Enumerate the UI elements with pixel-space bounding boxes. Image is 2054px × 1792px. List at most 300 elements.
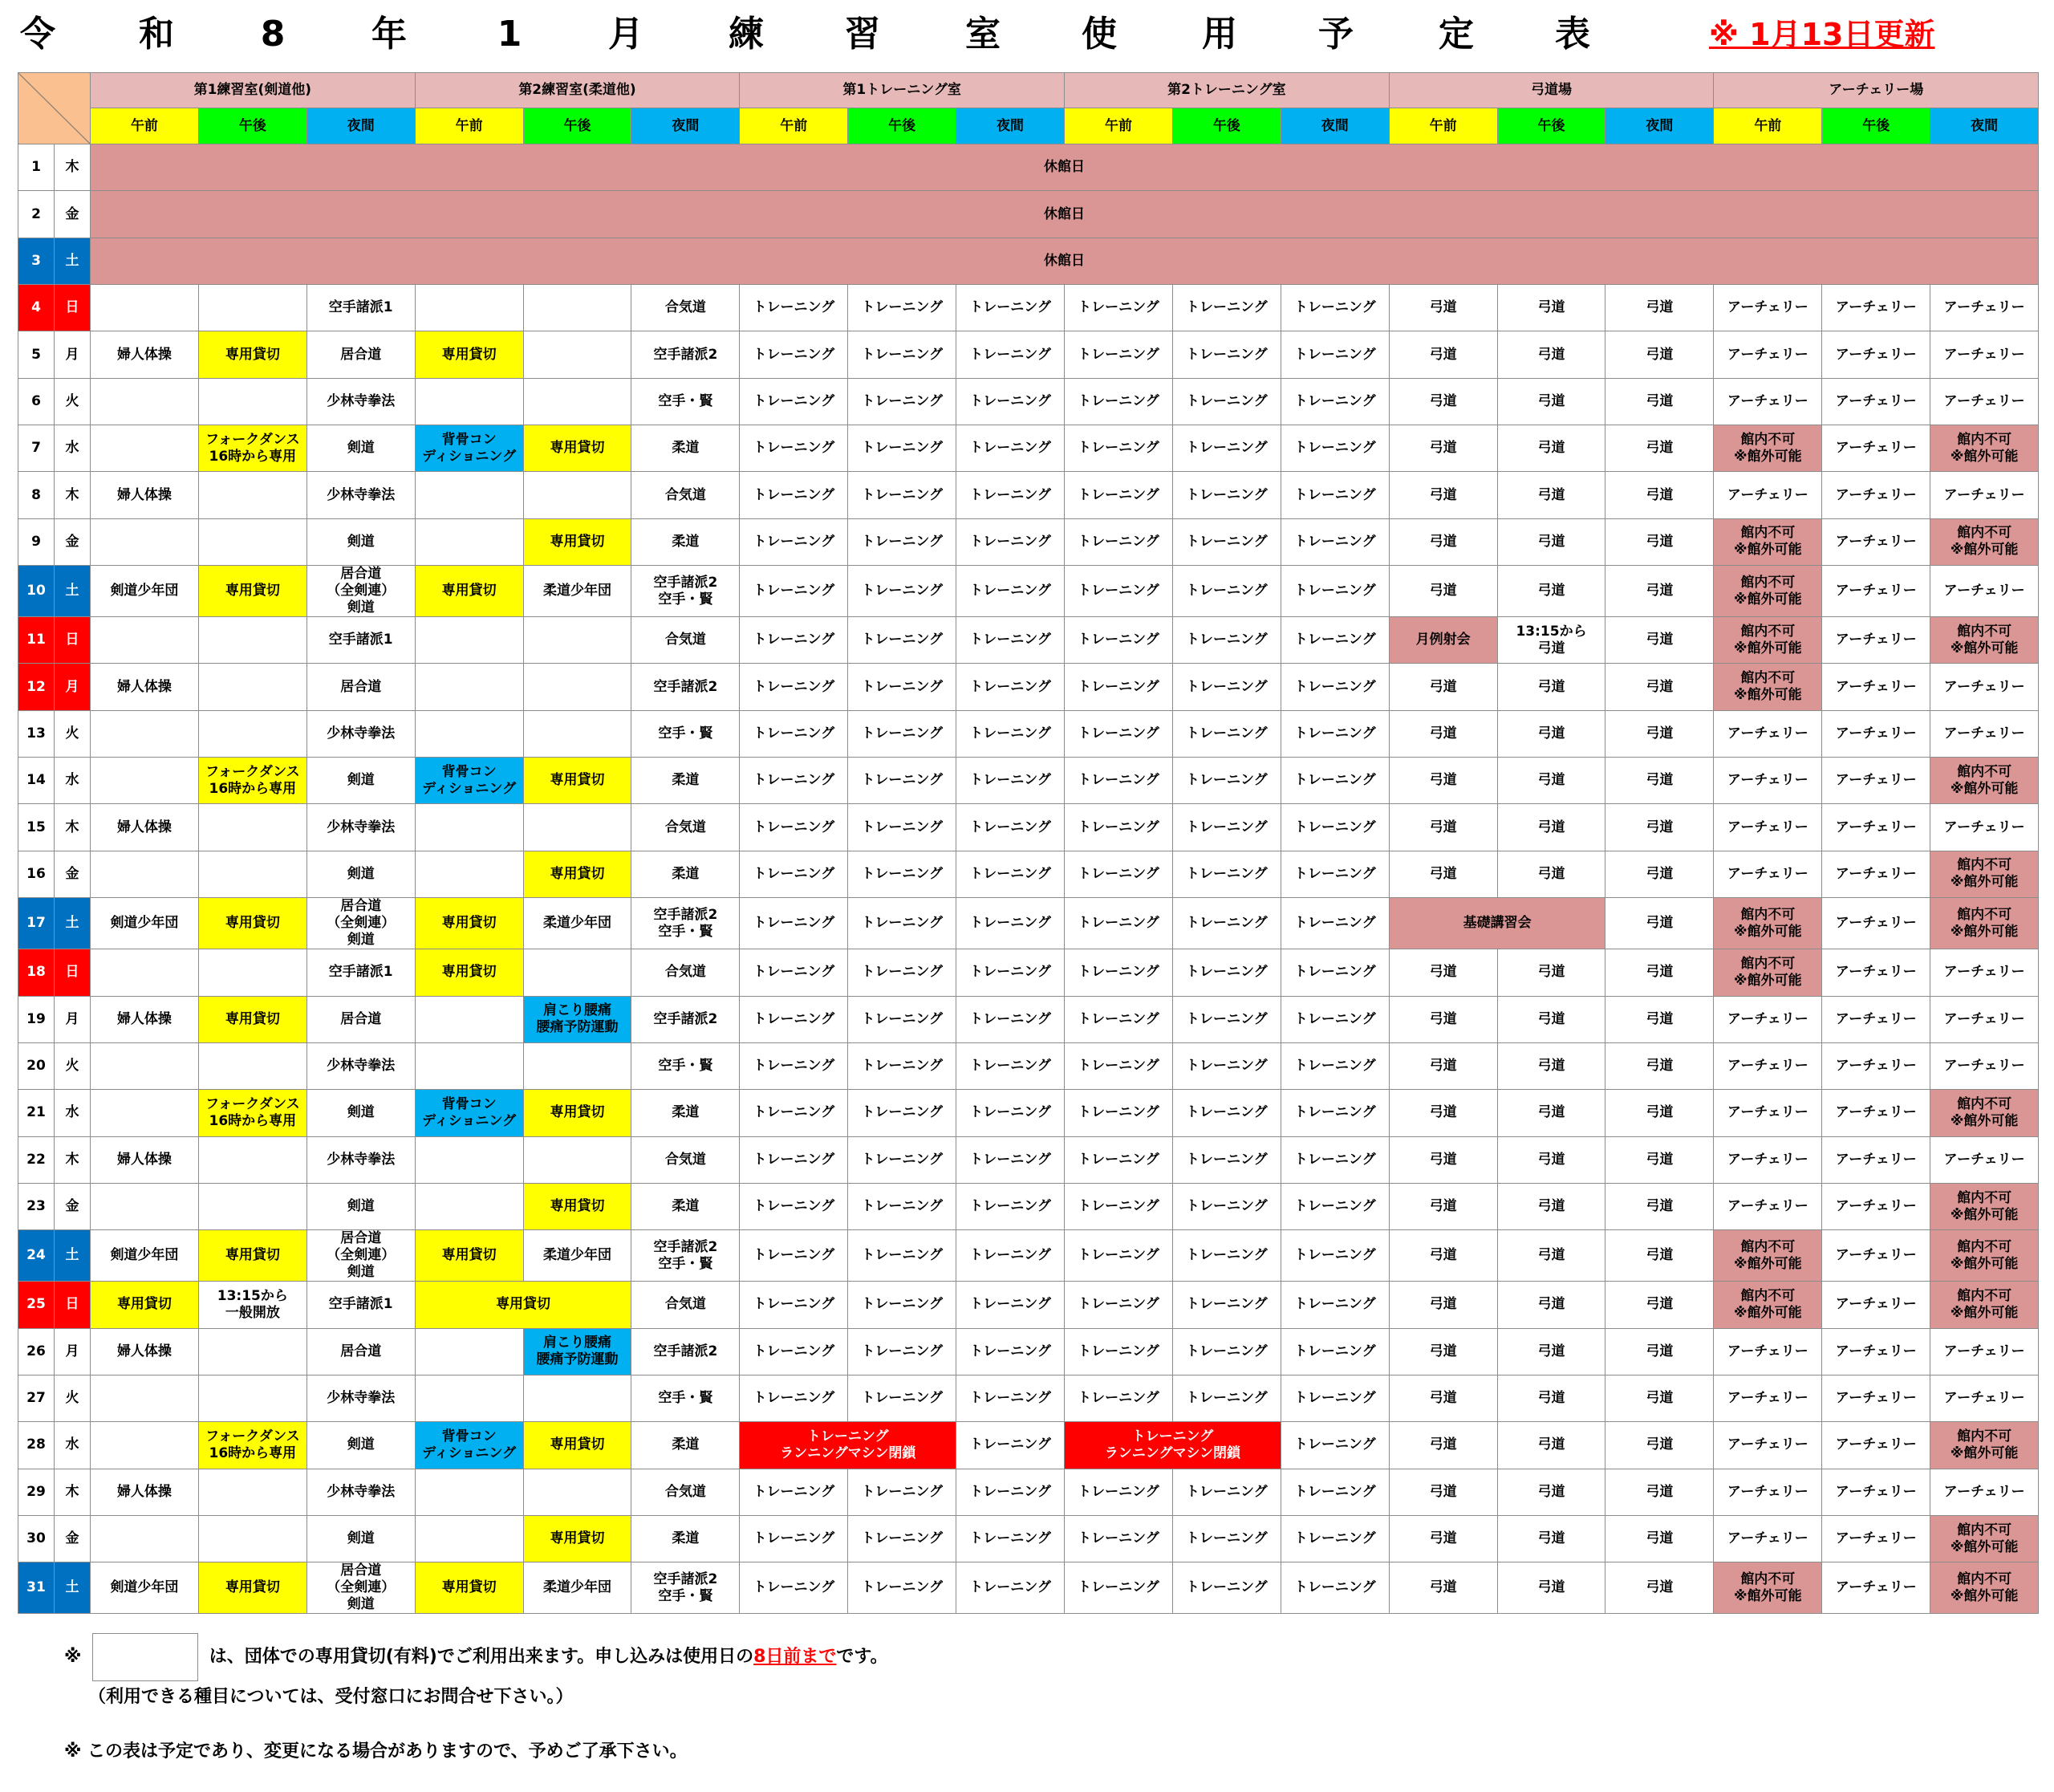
empty-cell bbox=[415, 518, 523, 565]
schedule-cell: 剣道少年団 bbox=[91, 898, 199, 949]
schedule-cell: 空手諸派2 bbox=[631, 996, 740, 1042]
weekday: 金 bbox=[55, 518, 91, 565]
schedule-cell: アーチェリー bbox=[1930, 1042, 2039, 1089]
schedule-cell: 13:15から 弓道 bbox=[1497, 617, 1605, 664]
schedule-cell: 居合道 bbox=[306, 1328, 415, 1375]
schedule-cell: トレーニング bbox=[1172, 425, 1281, 472]
day-number: 12 bbox=[18, 664, 55, 710]
schedule-cell: トレーニング bbox=[1281, 1515, 1389, 1562]
schedule-table bbox=[18, 72, 2039, 1614]
schedule-cell: トレーニング bbox=[848, 898, 956, 949]
schedule-cell: フォークダンス 16時から専用 bbox=[198, 758, 306, 804]
empty-cell bbox=[523, 378, 631, 425]
day-row bbox=[18, 285, 2039, 331]
schedule-cell: トレーニング bbox=[740, 1469, 848, 1515]
schedule-cell: トレーニング bbox=[740, 664, 848, 710]
schedule-cell: トレーニング bbox=[956, 617, 1065, 664]
schedule-cell: 居合道 （全剣連） 剣道 bbox=[306, 1562, 415, 1614]
day-number: 11 bbox=[18, 617, 55, 664]
schedule-cell: 館内不可 ※館外可能 bbox=[1930, 851, 2039, 897]
schedule-cell: トレーニング bbox=[1065, 617, 1173, 664]
schedule-cell: 柔道 bbox=[631, 518, 740, 565]
schedule-cell: 合気道 bbox=[631, 804, 740, 851]
schedule-cell: 弓道 bbox=[1605, 472, 1714, 518]
schedule-cell: アーチェリー bbox=[1930, 1328, 2039, 1375]
schedule-cell: トレーニング bbox=[848, 1282, 956, 1328]
slot-header: 午前 bbox=[1714, 108, 1822, 144]
schedule-cell: 弓道 bbox=[1497, 331, 1605, 378]
schedule-cell: アーチェリー bbox=[1822, 1183, 1930, 1229]
schedule-cell: アーチェリー bbox=[1822, 1469, 1930, 1515]
empty-cell bbox=[198, 1042, 306, 1089]
schedule-cell: トレーニング bbox=[1172, 1375, 1281, 1421]
schedule-cell: 弓道 bbox=[1389, 378, 1497, 425]
schedule-cell: 弓道 bbox=[1605, 710, 1714, 757]
schedule-cell: トレーニング bbox=[740, 949, 848, 996]
footer-deadline: 8日前まで bbox=[753, 1647, 837, 1667]
schedule-cell: 館内不可 ※館外可能 bbox=[1930, 1422, 2039, 1469]
empty-cell bbox=[523, 1375, 631, 1421]
schedule-cell: トレーニング bbox=[848, 566, 956, 617]
day-number: 26 bbox=[18, 1328, 55, 1375]
schedule-cell: トレーニング bbox=[1281, 949, 1389, 996]
day-number: 15 bbox=[18, 804, 55, 851]
schedule-cell: トレーニング bbox=[848, 1090, 956, 1136]
schedule-cell: トレーニング bbox=[1281, 710, 1389, 757]
day-number: 18 bbox=[18, 949, 55, 996]
schedule-cell: トレーニング bbox=[1065, 1090, 1173, 1136]
schedule-cell: アーチェリー bbox=[1930, 804, 2039, 851]
schedule-cell: 弓道 bbox=[1497, 285, 1605, 331]
schedule-cell: アーチェリー bbox=[1714, 1469, 1822, 1515]
schedule-cell: トレーニング bbox=[956, 1469, 1065, 1515]
empty-cell bbox=[523, 710, 631, 757]
schedule-cell: 剣道 bbox=[306, 851, 415, 897]
schedule-cell: 剣道 bbox=[306, 758, 415, 804]
schedule-cell: アーチェリー bbox=[1822, 1375, 1930, 1421]
schedule-cell: アーチェリー bbox=[1930, 331, 2039, 378]
schedule-cell: アーチェリー bbox=[1822, 1282, 1930, 1328]
weekday: 木 bbox=[55, 1469, 91, 1515]
schedule-cell: トレーニング bbox=[956, 851, 1065, 897]
day-row bbox=[18, 996, 2039, 1042]
reserved-sample-box bbox=[92, 1633, 198, 1681]
empty-cell bbox=[91, 1375, 199, 1421]
schedule-cell: トレーニング bbox=[848, 1328, 956, 1375]
room-header-row bbox=[18, 73, 2039, 108]
empty-cell bbox=[91, 1042, 199, 1089]
schedule-cell: 館内不可 ※館外可能 bbox=[1930, 1183, 2039, 1229]
footer-note-1 bbox=[64, 1633, 888, 1681]
day-row bbox=[18, 1375, 2039, 1421]
schedule-cell: トレーニング bbox=[1281, 1230, 1389, 1282]
schedule-cell: トレーニング bbox=[956, 1136, 1065, 1183]
schedule-cell: 館内不可 ※館外可能 bbox=[1930, 518, 2039, 565]
schedule-cell: アーチェリー bbox=[1714, 1183, 1822, 1229]
schedule-cell: 剣道 bbox=[306, 1422, 415, 1469]
schedule-cell: 弓道 bbox=[1605, 378, 1714, 425]
schedule-cell: 弓道 bbox=[1605, 566, 1714, 617]
schedule-cell: 弓道 bbox=[1389, 1230, 1497, 1282]
schedule-cell: 弓道 bbox=[1389, 1042, 1497, 1089]
day-row bbox=[18, 804, 2039, 851]
update-note: ※ 1月13日更新 bbox=[1709, 17, 1935, 52]
empty-cell bbox=[198, 378, 306, 425]
schedule-cell: トレーニング bbox=[848, 1183, 956, 1229]
schedule-cell: アーチェリー bbox=[1822, 285, 1930, 331]
schedule-cell: トレーニング bbox=[1281, 664, 1389, 710]
slot-header: 午前 bbox=[1065, 108, 1173, 144]
schedule-cell: 専用貸切 bbox=[198, 1562, 306, 1614]
schedule-cell: トレーニング bbox=[848, 1230, 956, 1282]
schedule-cell: トレーニング bbox=[956, 566, 1065, 617]
schedule-cell: 弓道 bbox=[1389, 996, 1497, 1042]
schedule-cell: 空手諸派1 bbox=[306, 1282, 415, 1328]
schedule-cell: トレーニング bbox=[1172, 1136, 1281, 1183]
schedule-cell: 弓道 bbox=[1605, 1090, 1714, 1136]
weekday: 日 bbox=[55, 1282, 91, 1328]
schedule-cell: 肩こり腰痛 腰痛予防運動 bbox=[523, 1328, 631, 1375]
room-header: 第2トレーニング室 bbox=[1065, 73, 1390, 108]
schedule-cell: トレーニング bbox=[956, 1183, 1065, 1229]
day-number: 19 bbox=[18, 996, 55, 1042]
empty-cell bbox=[91, 1515, 199, 1562]
schedule-cell: トレーニング bbox=[956, 804, 1065, 851]
schedule-cell: アーチェリー bbox=[1714, 1515, 1822, 1562]
day-number: 20 bbox=[18, 1042, 55, 1089]
schedule-cell: 柔道 bbox=[631, 758, 740, 804]
schedule-cell: トレーニング bbox=[1065, 518, 1173, 565]
schedule-cell: 柔道 bbox=[631, 1090, 740, 1136]
schedule-cell: トレーニング bbox=[848, 331, 956, 378]
schedule-cell: 少林寺拳法 bbox=[306, 1042, 415, 1089]
schedule-cell: 弓道 bbox=[1605, 851, 1714, 897]
schedule-cell: アーチェリー bbox=[1714, 472, 1822, 518]
empty-cell bbox=[523, 331, 631, 378]
schedule-cell: アーチェリー bbox=[1930, 996, 2039, 1042]
schedule-cell: アーチェリー bbox=[1822, 851, 1930, 897]
empty-cell bbox=[415, 1136, 523, 1183]
schedule-cell: アーチェリー bbox=[1822, 331, 1930, 378]
schedule-cell: トレーニング bbox=[1281, 1282, 1389, 1328]
slot-header: 午前 bbox=[91, 108, 199, 144]
day-number: 29 bbox=[18, 1469, 55, 1515]
day-number: 3 bbox=[18, 238, 55, 284]
schedule-cell: 肩こり腰痛 腰痛予防運動 bbox=[523, 996, 631, 1042]
schedule-cell: 空手諸派2 空手・賢 bbox=[631, 566, 740, 617]
schedule-cell: トレーニング bbox=[956, 518, 1065, 565]
schedule-cell: 少林寺拳法 bbox=[306, 1136, 415, 1183]
schedule-cell: アーチェリー bbox=[1822, 1090, 1930, 1136]
schedule-cell: 弓道 bbox=[1389, 472, 1497, 518]
schedule-cell: 空手・賢 bbox=[631, 378, 740, 425]
schedule-cell: 居合道 （全剣連） 剣道 bbox=[306, 898, 415, 949]
empty-cell bbox=[415, 617, 523, 664]
schedule-cell: アーチェリー bbox=[1822, 1136, 1930, 1183]
day-number: 2 bbox=[18, 191, 55, 238]
weekday: 火 bbox=[55, 1042, 91, 1089]
schedule-cell: トレーニング bbox=[1172, 1230, 1281, 1282]
day-number: 28 bbox=[18, 1422, 55, 1469]
schedule-cell: 館内不可 ※館外可能 bbox=[1930, 425, 2039, 472]
room-header: 第1トレーニング室 bbox=[740, 73, 1065, 108]
title-char: 8 bbox=[260, 14, 286, 55]
schedule-cell: 専用貸切 bbox=[91, 1282, 199, 1328]
day-row bbox=[18, 566, 2039, 617]
weekday: 水 bbox=[55, 758, 91, 804]
day-row bbox=[18, 378, 2039, 425]
schedule-cell: アーチェリー bbox=[1714, 804, 1822, 851]
schedule-cell: トレーニング bbox=[848, 1562, 956, 1614]
slot-header: 夜間 bbox=[1605, 108, 1714, 144]
empty-cell bbox=[198, 285, 306, 331]
schedule-cell: 休館日 bbox=[91, 238, 2039, 284]
schedule-cell: トレーニング bbox=[1065, 1515, 1173, 1562]
day-row bbox=[18, 664, 2039, 710]
schedule-cell: アーチェリー bbox=[1930, 472, 2039, 518]
schedule-cell: 弓道 bbox=[1497, 1375, 1605, 1421]
schedule-cell: 弓道 bbox=[1497, 1136, 1605, 1183]
schedule-cell: アーチェリー bbox=[1822, 1042, 1930, 1089]
empty-cell bbox=[523, 804, 631, 851]
schedule-cell: 空手諸派2 空手・賢 bbox=[631, 898, 740, 949]
schedule-cell: 館内不可 ※館外可能 bbox=[1714, 664, 1822, 710]
schedule-cell: トレーニング bbox=[956, 1515, 1065, 1562]
schedule-cell: 専用貸切 bbox=[415, 566, 523, 617]
schedule-cell: 館内不可 ※館外可能 bbox=[1930, 617, 2039, 664]
schedule-cell: 少林寺拳法 bbox=[306, 378, 415, 425]
schedule-cell: 館内不可 ※館外可能 bbox=[1714, 1562, 1822, 1614]
schedule-cell: トレーニング bbox=[1065, 331, 1173, 378]
schedule-cell: 弓道 bbox=[1497, 1515, 1605, 1562]
schedule-cell: トレーニング bbox=[740, 898, 848, 949]
schedule-cell: トレーニング bbox=[1281, 851, 1389, 897]
schedule-cell: 弓道 bbox=[1497, 851, 1605, 897]
schedule-cell: アーチェリー bbox=[1822, 1422, 1930, 1469]
day-row bbox=[18, 1230, 2039, 1282]
day-number: 22 bbox=[18, 1136, 55, 1183]
empty-cell bbox=[198, 804, 306, 851]
schedule-cell: 弓道 bbox=[1497, 1230, 1605, 1282]
empty-cell bbox=[415, 710, 523, 757]
title-char: 使 bbox=[1082, 14, 1117, 55]
schedule-cell: 弓道 bbox=[1389, 331, 1497, 378]
schedule-cell: 柔道 bbox=[631, 851, 740, 897]
schedule-cell: 合気道 bbox=[631, 949, 740, 996]
weekday: 土 bbox=[55, 1562, 91, 1614]
day-row bbox=[18, 898, 2039, 949]
day-number: 17 bbox=[18, 898, 55, 949]
schedule-cell: アーチェリー bbox=[1822, 710, 1930, 757]
footer-mark: ※ bbox=[64, 1647, 82, 1667]
schedule-cell: フォークダンス 16時から専用 bbox=[198, 425, 306, 472]
schedule-cell: 柔道少年団 bbox=[523, 1230, 631, 1282]
schedule-cell: 婦人体操 bbox=[91, 1136, 199, 1183]
schedule-cell: トレーニング bbox=[740, 1042, 848, 1089]
schedule-cell: 柔道少年団 bbox=[523, 566, 631, 617]
schedule-cell: 専用貸切 bbox=[198, 331, 306, 378]
schedule-cell: 弓道 bbox=[1497, 1042, 1605, 1089]
schedule-cell: トレーニング bbox=[1172, 617, 1281, 664]
day-number: 10 bbox=[18, 566, 55, 617]
room-header: アーチェリー場 bbox=[1714, 73, 2039, 108]
day-number: 8 bbox=[18, 472, 55, 518]
day-number: 23 bbox=[18, 1183, 55, 1229]
schedule-cell: 館内不可 ※館外可能 bbox=[1714, 566, 1822, 617]
empty-cell bbox=[198, 851, 306, 897]
schedule-cell: 少林寺拳法 bbox=[306, 1469, 415, 1515]
weekday: 水 bbox=[55, 1422, 91, 1469]
schedule-cell: 弓道 bbox=[1389, 1136, 1497, 1183]
title-char: 習 bbox=[845, 14, 880, 55]
schedule-cell: トレーニング bbox=[1172, 518, 1281, 565]
schedule-cell: アーチェリー bbox=[1822, 996, 1930, 1042]
schedule-cell: 婦人体操 bbox=[91, 1328, 199, 1375]
schedule-cell: 弓道 bbox=[1605, 1136, 1714, 1183]
title-char: 練 bbox=[729, 14, 764, 55]
schedule-cell: 弓道 bbox=[1389, 1183, 1497, 1229]
schedule-cell: 剣道 bbox=[306, 1183, 415, 1229]
schedule-cell: トレーニング bbox=[1172, 710, 1281, 757]
empty-cell bbox=[415, 1515, 523, 1562]
day-number: 25 bbox=[18, 1282, 55, 1328]
title-char: 定 bbox=[1439, 14, 1474, 55]
schedule-cell: トレーニング bbox=[1281, 1090, 1389, 1136]
schedule-cell: 弓道 bbox=[1605, 425, 1714, 472]
empty-cell bbox=[198, 1136, 306, 1183]
schedule-cell: トレーニング bbox=[956, 1282, 1065, 1328]
weekday: 日 bbox=[55, 617, 91, 664]
schedule-cell: トレーニング bbox=[740, 1328, 848, 1375]
weekday: 日 bbox=[55, 285, 91, 331]
schedule-cell: 館内不可 ※館外可能 bbox=[1930, 1282, 2039, 1328]
schedule-cell: トレーニング bbox=[1065, 1136, 1173, 1183]
title-char: 用 bbox=[1202, 14, 1237, 55]
schedule-cell: アーチェリー bbox=[1822, 425, 1930, 472]
schedule-cell: 館内不可 ※館外可能 bbox=[1714, 518, 1822, 565]
schedule-cell: 弓道 bbox=[1389, 566, 1497, 617]
title-row bbox=[0, 0, 2054, 72]
schedule-cell: 剣道少年団 bbox=[91, 1562, 199, 1614]
schedule-cell: 婦人体操 bbox=[91, 1469, 199, 1515]
schedule-cell: トレーニング bbox=[1172, 1090, 1281, 1136]
schedule-cell: 弓道 bbox=[1389, 425, 1497, 472]
schedule-cell: 弓道 bbox=[1605, 518, 1714, 565]
schedule-cell: トレーニング bbox=[740, 996, 848, 1042]
schedule-cell: 空手諸派1 bbox=[306, 285, 415, 331]
schedule-cell: トレーニング bbox=[1172, 851, 1281, 897]
schedule-cell: トレーニング bbox=[740, 1183, 848, 1229]
empty-cell bbox=[91, 285, 199, 331]
schedule-cell: 弓道 bbox=[1497, 518, 1605, 565]
schedule-cell: トレーニング bbox=[1281, 1136, 1389, 1183]
day-number: 4 bbox=[18, 285, 55, 331]
schedule-cell: 剣道少年団 bbox=[91, 566, 199, 617]
schedule-cell: トレーニング bbox=[1065, 898, 1173, 949]
schedule-cell: 剣道 bbox=[306, 1090, 415, 1136]
schedule-cell: 弓道 bbox=[1497, 664, 1605, 710]
footer-text-a: は、団体での専用貸切(有料)でご利用出来ます。申し込みは使用日の bbox=[209, 1647, 754, 1667]
day-row bbox=[18, 1282, 2039, 1328]
empty-cell bbox=[415, 378, 523, 425]
schedule-cell: トレーニング bbox=[848, 851, 956, 897]
schedule-cell: トレーニング bbox=[1065, 425, 1173, 472]
empty-cell bbox=[523, 949, 631, 996]
schedule-cell: アーチェリー bbox=[1822, 566, 1930, 617]
schedule-cell: トレーニング bbox=[1065, 378, 1173, 425]
schedule-cell: 少林寺拳法 bbox=[306, 804, 415, 851]
empty-cell bbox=[415, 804, 523, 851]
day-number: 27 bbox=[18, 1375, 55, 1421]
schedule-cell: トレーニング bbox=[956, 285, 1065, 331]
schedule-cell: アーチェリー bbox=[1714, 758, 1822, 804]
schedule-cell: アーチェリー bbox=[1930, 566, 2039, 617]
schedule-cell: 柔道 bbox=[631, 1515, 740, 1562]
schedule-cell: トレーニング bbox=[740, 851, 848, 897]
schedule-cell: 弓道 bbox=[1497, 1090, 1605, 1136]
schedule-cell: アーチェリー bbox=[1714, 1328, 1822, 1375]
schedule-cell: 弓道 bbox=[1389, 664, 1497, 710]
schedule-cell: 専用貸切 bbox=[415, 1230, 523, 1282]
schedule-cell: トレーニング bbox=[1065, 1042, 1173, 1089]
empty-cell bbox=[415, 851, 523, 897]
schedule-cell: トレーニング bbox=[956, 1090, 1065, 1136]
day-row bbox=[18, 1328, 2039, 1375]
schedule-cell: 館内不可 ※館外可能 bbox=[1930, 898, 2039, 949]
day-number: 30 bbox=[18, 1515, 55, 1562]
schedule-cell: トレーニング bbox=[1172, 664, 1281, 710]
day-number: 5 bbox=[18, 331, 55, 378]
schedule-cell: 空手・賢 bbox=[631, 1042, 740, 1089]
schedule-cell: 館内不可 ※館外可能 bbox=[1714, 1230, 1822, 1282]
schedule-cell: トレーニング bbox=[1172, 285, 1281, 331]
room-header: 弓道場 bbox=[1389, 73, 1714, 108]
schedule-cell: 弓道 bbox=[1497, 425, 1605, 472]
schedule-cell: 専用貸切 bbox=[523, 518, 631, 565]
slot-header: 午前 bbox=[740, 108, 848, 144]
schedule-cell: 専用貸切 bbox=[415, 949, 523, 996]
schedule-cell: 弓道 bbox=[1497, 1422, 1605, 1469]
schedule-cell: 専用貸切 bbox=[523, 425, 631, 472]
empty-cell bbox=[198, 518, 306, 565]
schedule-cell: 専用貸切 bbox=[523, 851, 631, 897]
schedule-cell: トレーニング bbox=[956, 758, 1065, 804]
weekday: 水 bbox=[55, 425, 91, 472]
schedule-cell: 弓道 bbox=[1605, 1422, 1714, 1469]
schedule-cell: 空手諸派2 空手・賢 bbox=[631, 1230, 740, 1282]
schedule-cell: トレーニング bbox=[848, 425, 956, 472]
schedule-cell: トレーニング bbox=[740, 378, 848, 425]
schedule-cell: 空手・賢 bbox=[631, 710, 740, 757]
schedule-cell: 弓道 bbox=[1389, 851, 1497, 897]
schedule-cell: 居合道 bbox=[306, 996, 415, 1042]
schedule-cell: トレーニング bbox=[848, 949, 956, 996]
schedule-cell: トレーニング bbox=[1281, 472, 1389, 518]
schedule-cell: 婦人体操 bbox=[91, 664, 199, 710]
empty-cell bbox=[415, 1328, 523, 1375]
schedule-cell: 少林寺拳法 bbox=[306, 472, 415, 518]
schedule-cell: トレーニング bbox=[1281, 1469, 1389, 1515]
schedule-cell: トレーニング bbox=[1065, 804, 1173, 851]
empty-cell bbox=[198, 1515, 306, 1562]
title-char: 室 bbox=[965, 14, 1001, 55]
schedule-cell: 月例射会 bbox=[1389, 617, 1497, 664]
empty-cell bbox=[415, 472, 523, 518]
schedule-cell: 居合道 bbox=[306, 664, 415, 710]
schedule-cell: 弓道 bbox=[1497, 804, 1605, 851]
schedule-cell: アーチェリー bbox=[1714, 1375, 1822, 1421]
schedule-cell: トレーニング bbox=[956, 710, 1065, 757]
